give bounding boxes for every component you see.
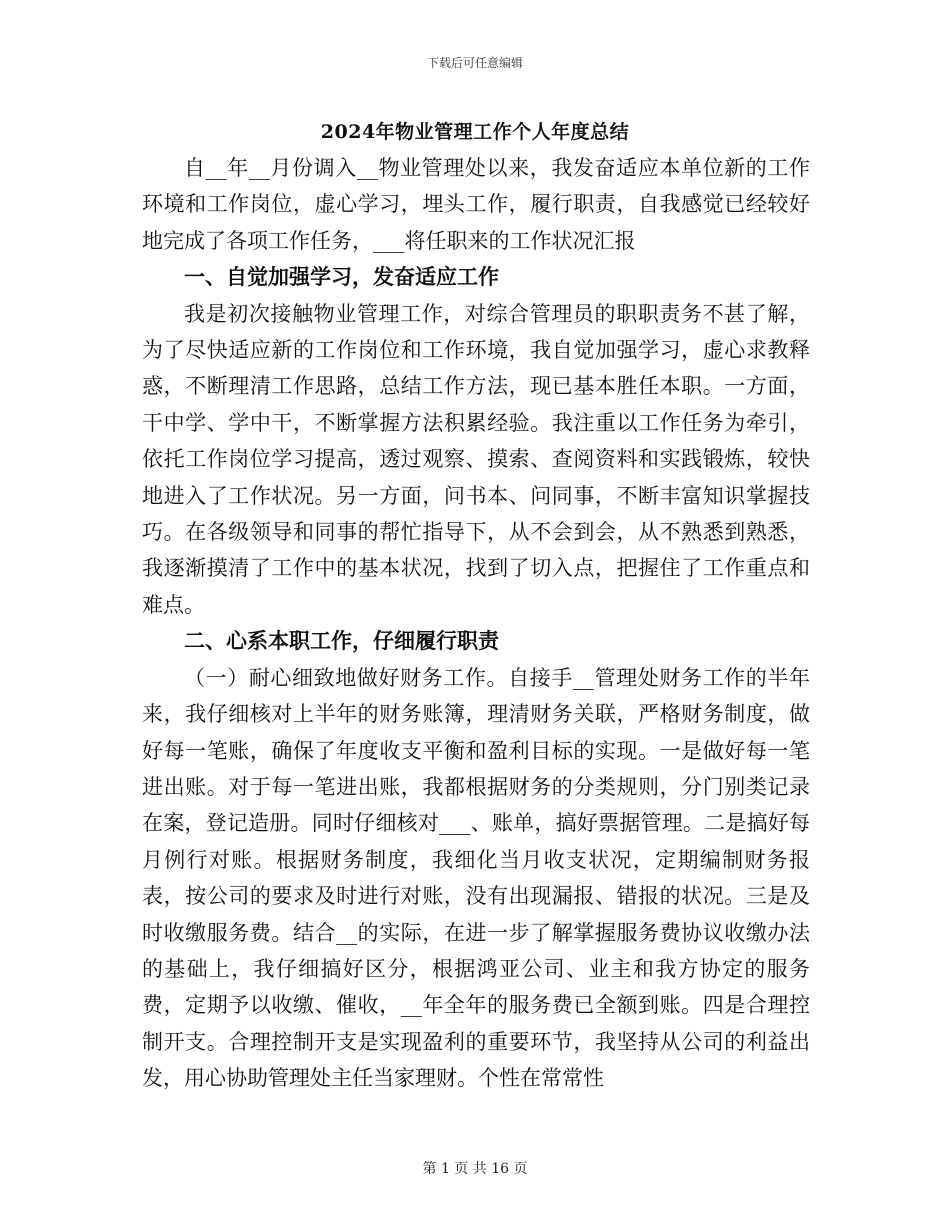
- section-2-heading: 二、心系本职工作，仔细履行职责: [184, 628, 499, 654]
- section-1-heading: 一、自觉加强学习，发奋适应工作: [184, 264, 499, 290]
- document-body: [142, 150, 810, 1097]
- section-1-paragraph: 我是初次接触物业管理工作，对综合管理员的职职责务不甚了解，为了尽快适应新的工作岗位和工作环境，我自觉加强学习，虚心求教释惑，不断理清工作思路，总结工作方法，现已基本胜任本职。一方面，干中学、学中干，不断掌握方法积累经验。我注重以工作任务为牵引，依托工作岗位学习提高，透过观察、摸索、查阅资料和实践锻炼，较快地进入了工作状况。另一方面，问书本、问同事，不断丰富知识掌握技巧。在各级领导和同事的帮忙指导下，从不会到会，从不熟悉到熟悉，我逐渐摸清了工作中的基本状况，找到了切入点，把握住了工作重点和难点。: [142, 301, 810, 617]
- intro-paragraph: 自__年__月份调入__物业管理处以来，我发奋适应本单位新的工作环境和工作岗位，虚心学习，埋头工作，履行职责，自我感觉已经较好地完成了各项工作任务，___将任职来的工作状况汇报: [142, 156, 810, 253]
- section-2-paragraph: （一）耐心细致地做好财务工作。自接手__管理处财务工作的半年来，我仔细核对上半年的财务账簿，理清财务关联，严格财务制度，做好每一笔账，确保了年度收支平衡和盈利目标的实现。一是做好每一笔进出账。对于每一笔进出账，我都根据财务的分类规则，分门别类记录在案，登记造册。同时仔细核对___、账单，搞好票据管理。二是搞好每月例行对账。根据财务制度，我细化当月收支状况，定期编制财务报表，按公司的要求及时进行对账，没有出现漏报、错报的状况。三是及时收缴服务费。结合__的实际，在进一步了解掌握服务费协议收缴办法的基础上，我仔细搞好区分，根据鸿亚公司、业主和我方协定的服务费，定期予以收缴、催收，__年全年的服务费已全额到账。四是合理控制开支。合理控制开支是实现盈利的重要环节，我坚持从公司的利益出发，用心协助管理处主任当家理财。个性在常常性: [142, 665, 810, 1091]
- document-title: 2024年物业管理工作个人年度总结: [320, 121, 630, 143]
- page-number-footer: 第 1 页 共 16 页: [422, 1161, 528, 1177]
- page-header-note: 下载后可任意编辑: [426, 56, 523, 70]
